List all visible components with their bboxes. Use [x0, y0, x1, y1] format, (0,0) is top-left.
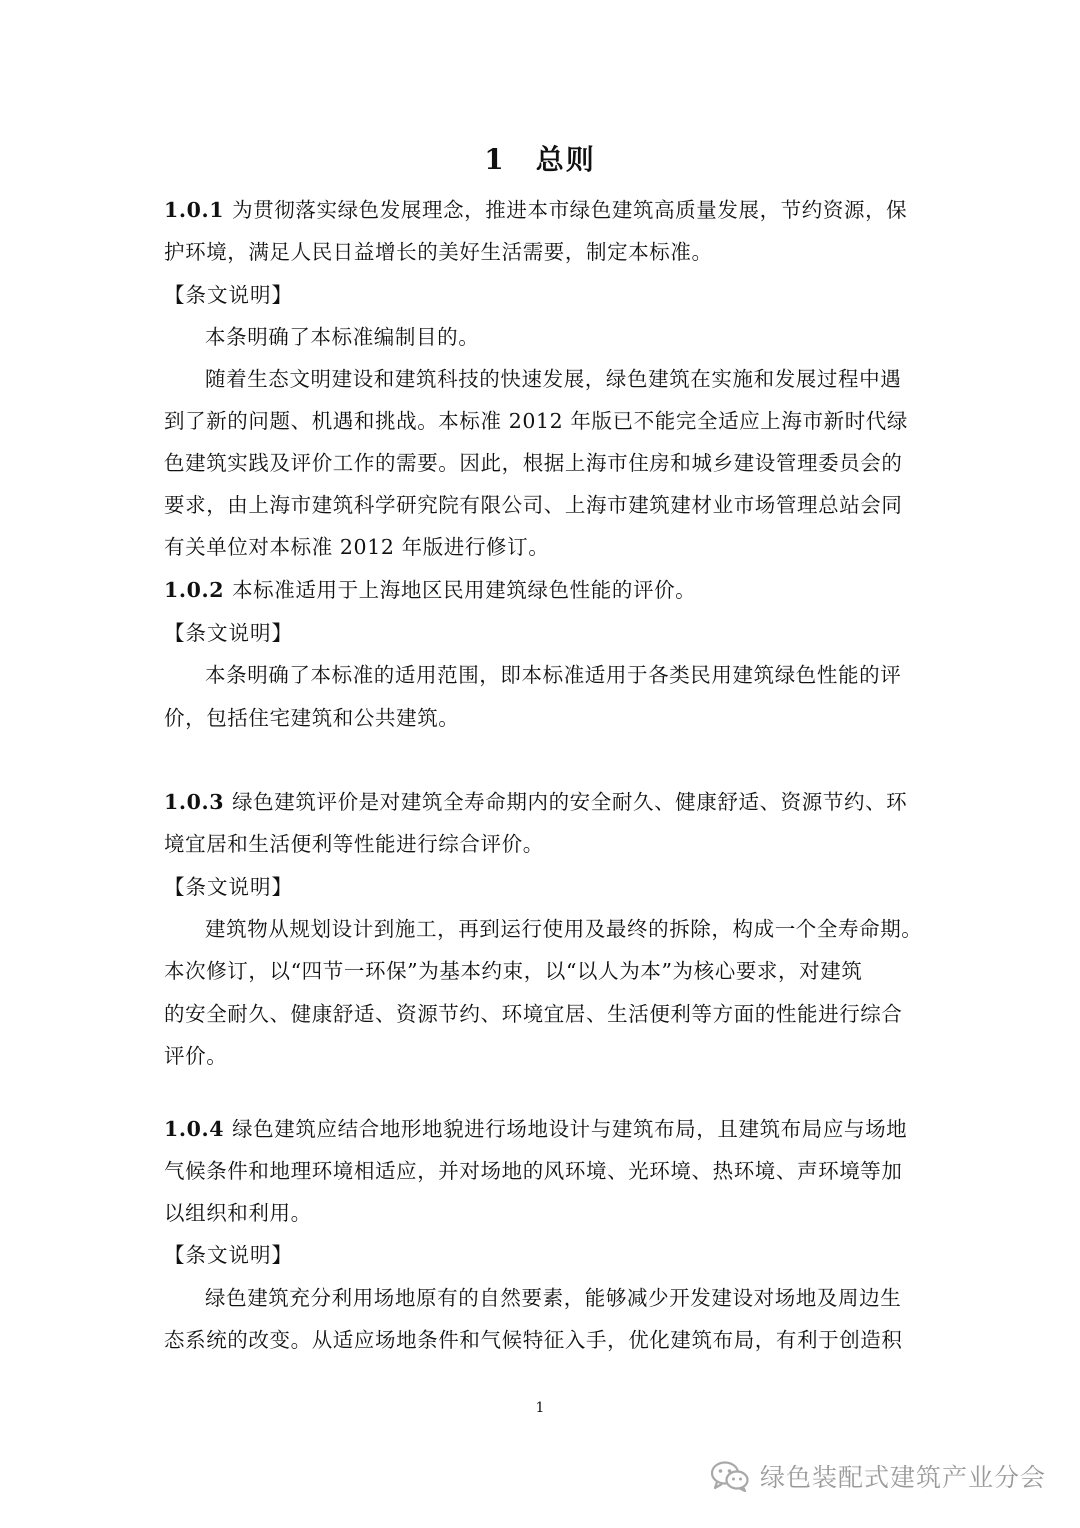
chapter-title-text: 总则	[535, 143, 596, 176]
page-number: 1	[535, 1400, 545, 1416]
clause-text: 绿色建筑评价是对建筑全寿命期内的安全耐久、健康舒适、资源节约、环	[232, 790, 908, 814]
clause-note-line: 要求，由上海市建筑科学研究院有限公司、上海市建筑建材业市场管理总站会同	[164, 493, 903, 517]
clause-text: 为贯彻落实绿色发展理念，推进本市绿色建筑高质量发展，节约资源，保	[232, 198, 908, 222]
clause-1-0-2-line-1	[164, 575, 924, 605]
clause-1-0-1-line-2: 护环境，满足人民日益增长的美好生活需要，制定本标准。	[164, 240, 713, 264]
clause-note-line: 到了新的问题、机遇和挑战。本标准 2012 年版已不能完全适应上海市新时代绿	[164, 409, 909, 433]
watermark	[710, 1458, 1046, 1494]
clause-note-line: 本次修订，以“四节一环保”为基本约束，以“以人为本”为核心要求，对建筑	[164, 959, 863, 983]
watermark-text: 绿色装配式建筑产业分会	[759, 1463, 1046, 1492]
clause-text: 本标准适用于上海地区民用建筑绿色性能的评价。	[232, 578, 697, 602]
clause-note-label: 【条文说明】	[164, 283, 293, 307]
clause-number: 1.0.3	[164, 790, 225, 814]
clause-number: 1.0.4	[164, 1117, 225, 1141]
clause-note-line: 随着生态文明建设和建筑科技的快速发展，绿色建筑在实施和发展过程中遇	[205, 367, 902, 391]
clause-note-line: 评价。	[164, 1044, 228, 1068]
wechat-icon	[710, 1460, 750, 1492]
clause-1-0-3-line-2: 境宜居和生活便利等性能进行综合评价。	[164, 832, 544, 856]
clause-note-label: 【条文说明】	[164, 1243, 293, 1267]
clause-1-0-1-line-1	[164, 195, 924, 225]
chapter-title	[0, 138, 1080, 178]
clause-text: 绿色建筑应结合地形地貌进行场地设计与建筑布局，且建筑布局应与场地	[232, 1117, 908, 1141]
clause-note-line: 本条明确了本标准的适用范围，即本标准适用于各类民用建筑绿色性能的评	[205, 663, 902, 687]
clause-1-0-4-line-3: 以组织和利用。	[164, 1201, 312, 1225]
clause-number: 1.0.2	[164, 578, 225, 602]
clause-number: 1.0.1	[164, 198, 225, 222]
clause-note-line: 有关单位对本标准 2012 年版进行修订。	[164, 535, 550, 559]
clause-note-label: 【条文说明】	[164, 621, 293, 645]
clause-note-line: 建筑物从规划设计到施工，再到运行使用及最终的拆除，构成一个全寿命期。	[205, 917, 923, 941]
clause-note-line: 的安全耐久、健康舒适、资源节约、环境宜居、生活便利等方面的性能进行综合	[164, 1002, 903, 1026]
clause-note-line: 色建筑实践及评价工作的需要。因此，根据上海市住房和城乡建设管理委员会的	[164, 451, 903, 475]
chapter-number: 1	[484, 143, 506, 176]
clause-note-line: 态系统的改变。从适应场地条件和气候特征入手，优化建筑布局，有利于创造积	[164, 1328, 903, 1352]
clause-1-0-4-line-2: 气候条件和地理环境相适应，并对场地的风环境、光环境、热环境、声环境等加	[164, 1159, 903, 1183]
clause-note-line: 价，包括住宅建筑和公共建筑。	[164, 706, 460, 730]
clause-note-label: 【条文说明】	[164, 875, 293, 899]
clause-note-paragraph: 本条明确了本标准编制目的。	[205, 325, 480, 349]
clause-note-line: 绿色建筑充分利用场地原有的自然要素，能够减少开发建设对场地及周边生	[205, 1286, 902, 1310]
clause-1-0-3-line-1	[164, 787, 924, 817]
clause-1-0-4-line-1	[164, 1114, 924, 1144]
